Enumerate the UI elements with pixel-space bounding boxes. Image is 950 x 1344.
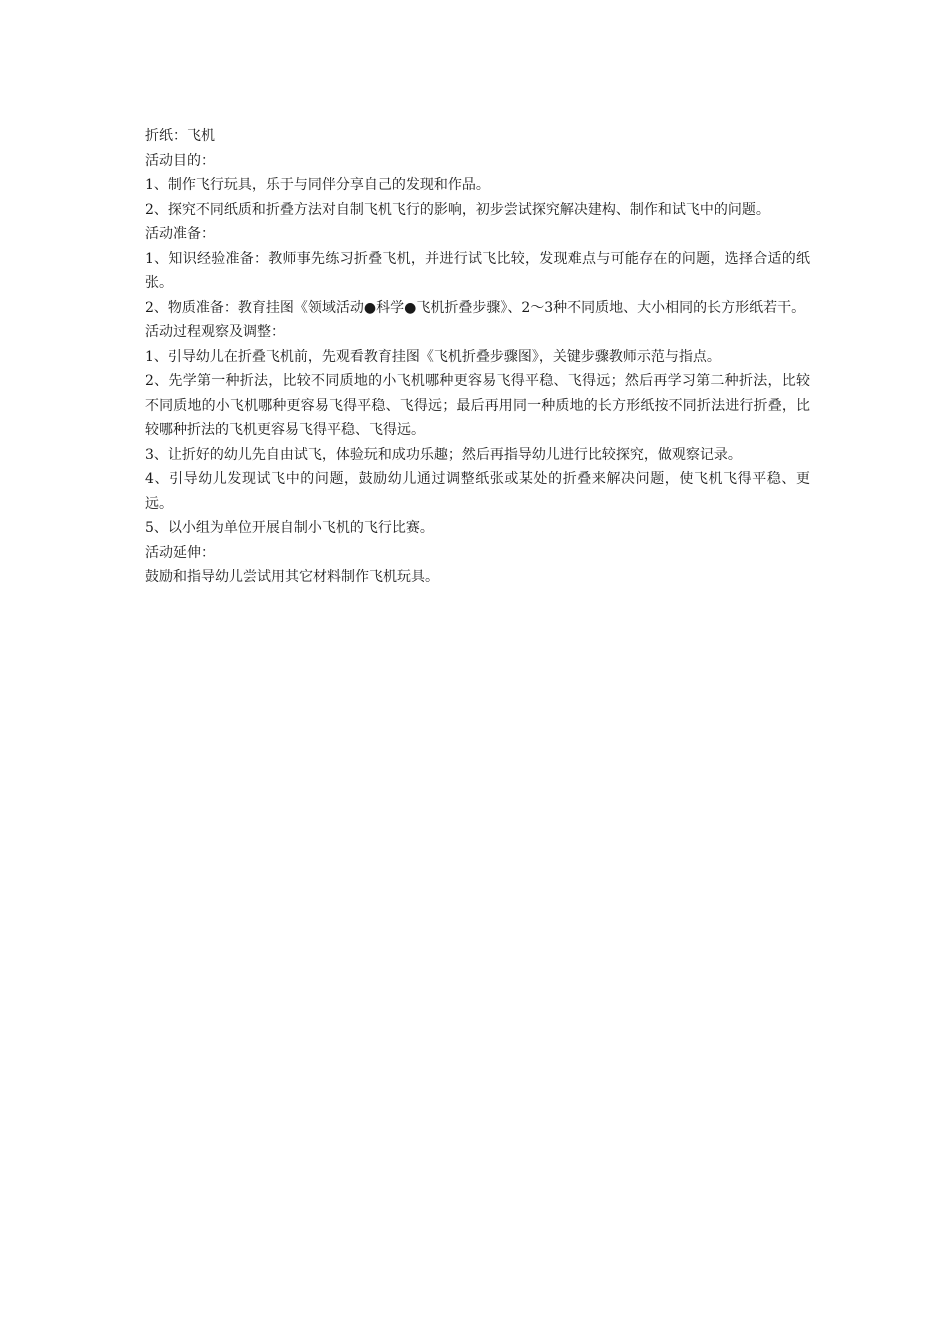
extension-item-1: 鼓励和指导幼儿尝试用其它材料制作飞机玩具。 [145, 569, 439, 585]
preparation-item-1: 1、知识经验准备：教师事先练习折叠飞机，并进行试飞比较，发现难点与可能存在的问题，选择合适的纸张。 [145, 250, 810, 291]
section-heading-preparation: 活动准备： [145, 226, 215, 242]
preparation-item-2: 2、物质准备：教育挂图《领域活动●科学●飞机折叠步骤》、2～3种不同质地、大小相同的长方形纸若干。 [145, 299, 806, 316]
process-item-3: 3、让折好的幼儿先自由试飞，体验玩和成功乐趣；然后再指导幼儿进行比较探究，做观察记录。 [145, 446, 742, 463]
process-item-1: 1、引导幼儿在折叠飞机前，先观看教育挂图《飞机折叠步骤图》，关键步骤教师示范与指点。 [145, 348, 721, 365]
document-title: 折纸：飞机 [145, 128, 215, 144]
section-heading-objectives: 活动目的： [145, 152, 215, 169]
objective-item-1: 1、制作飞行玩具，乐于与同伴分享自己的发现和作品。 [145, 177, 490, 193]
document-body [145, 124, 810, 590]
process-item-5: 5、以小组为单位开展自制小飞机的飞行比赛。 [145, 520, 434, 536]
process-item-2: 2、先学第一种折法，比较不同质地的小飞机哪种更容易飞得平稳、飞得远；然后再学习第二种折法，比较不同质地的小飞机哪种更容易飞得平稳、飞得远；最后再用同一种质地的长方形纸按不同折法进行折叠，比较哪种折法的飞机更容易飞得平稳、飞得远。 [145, 373, 810, 438]
process-item-4: 4、引导幼儿发现试飞中的问题，鼓励幼儿通过调整纸张或某处的折叠来解决问题，使飞机飞得平稳、更远。 [145, 471, 810, 512]
section-heading-extension: 活动延伸： [145, 544, 215, 561]
objective-item-2: 2、探究不同纸质和折叠方法对自制飞机飞行的影响，初步尝试探究解决建构、制作和试飞中的问题。 [145, 201, 770, 218]
section-heading-process: 活动过程观察及调整： [145, 324, 285, 340]
